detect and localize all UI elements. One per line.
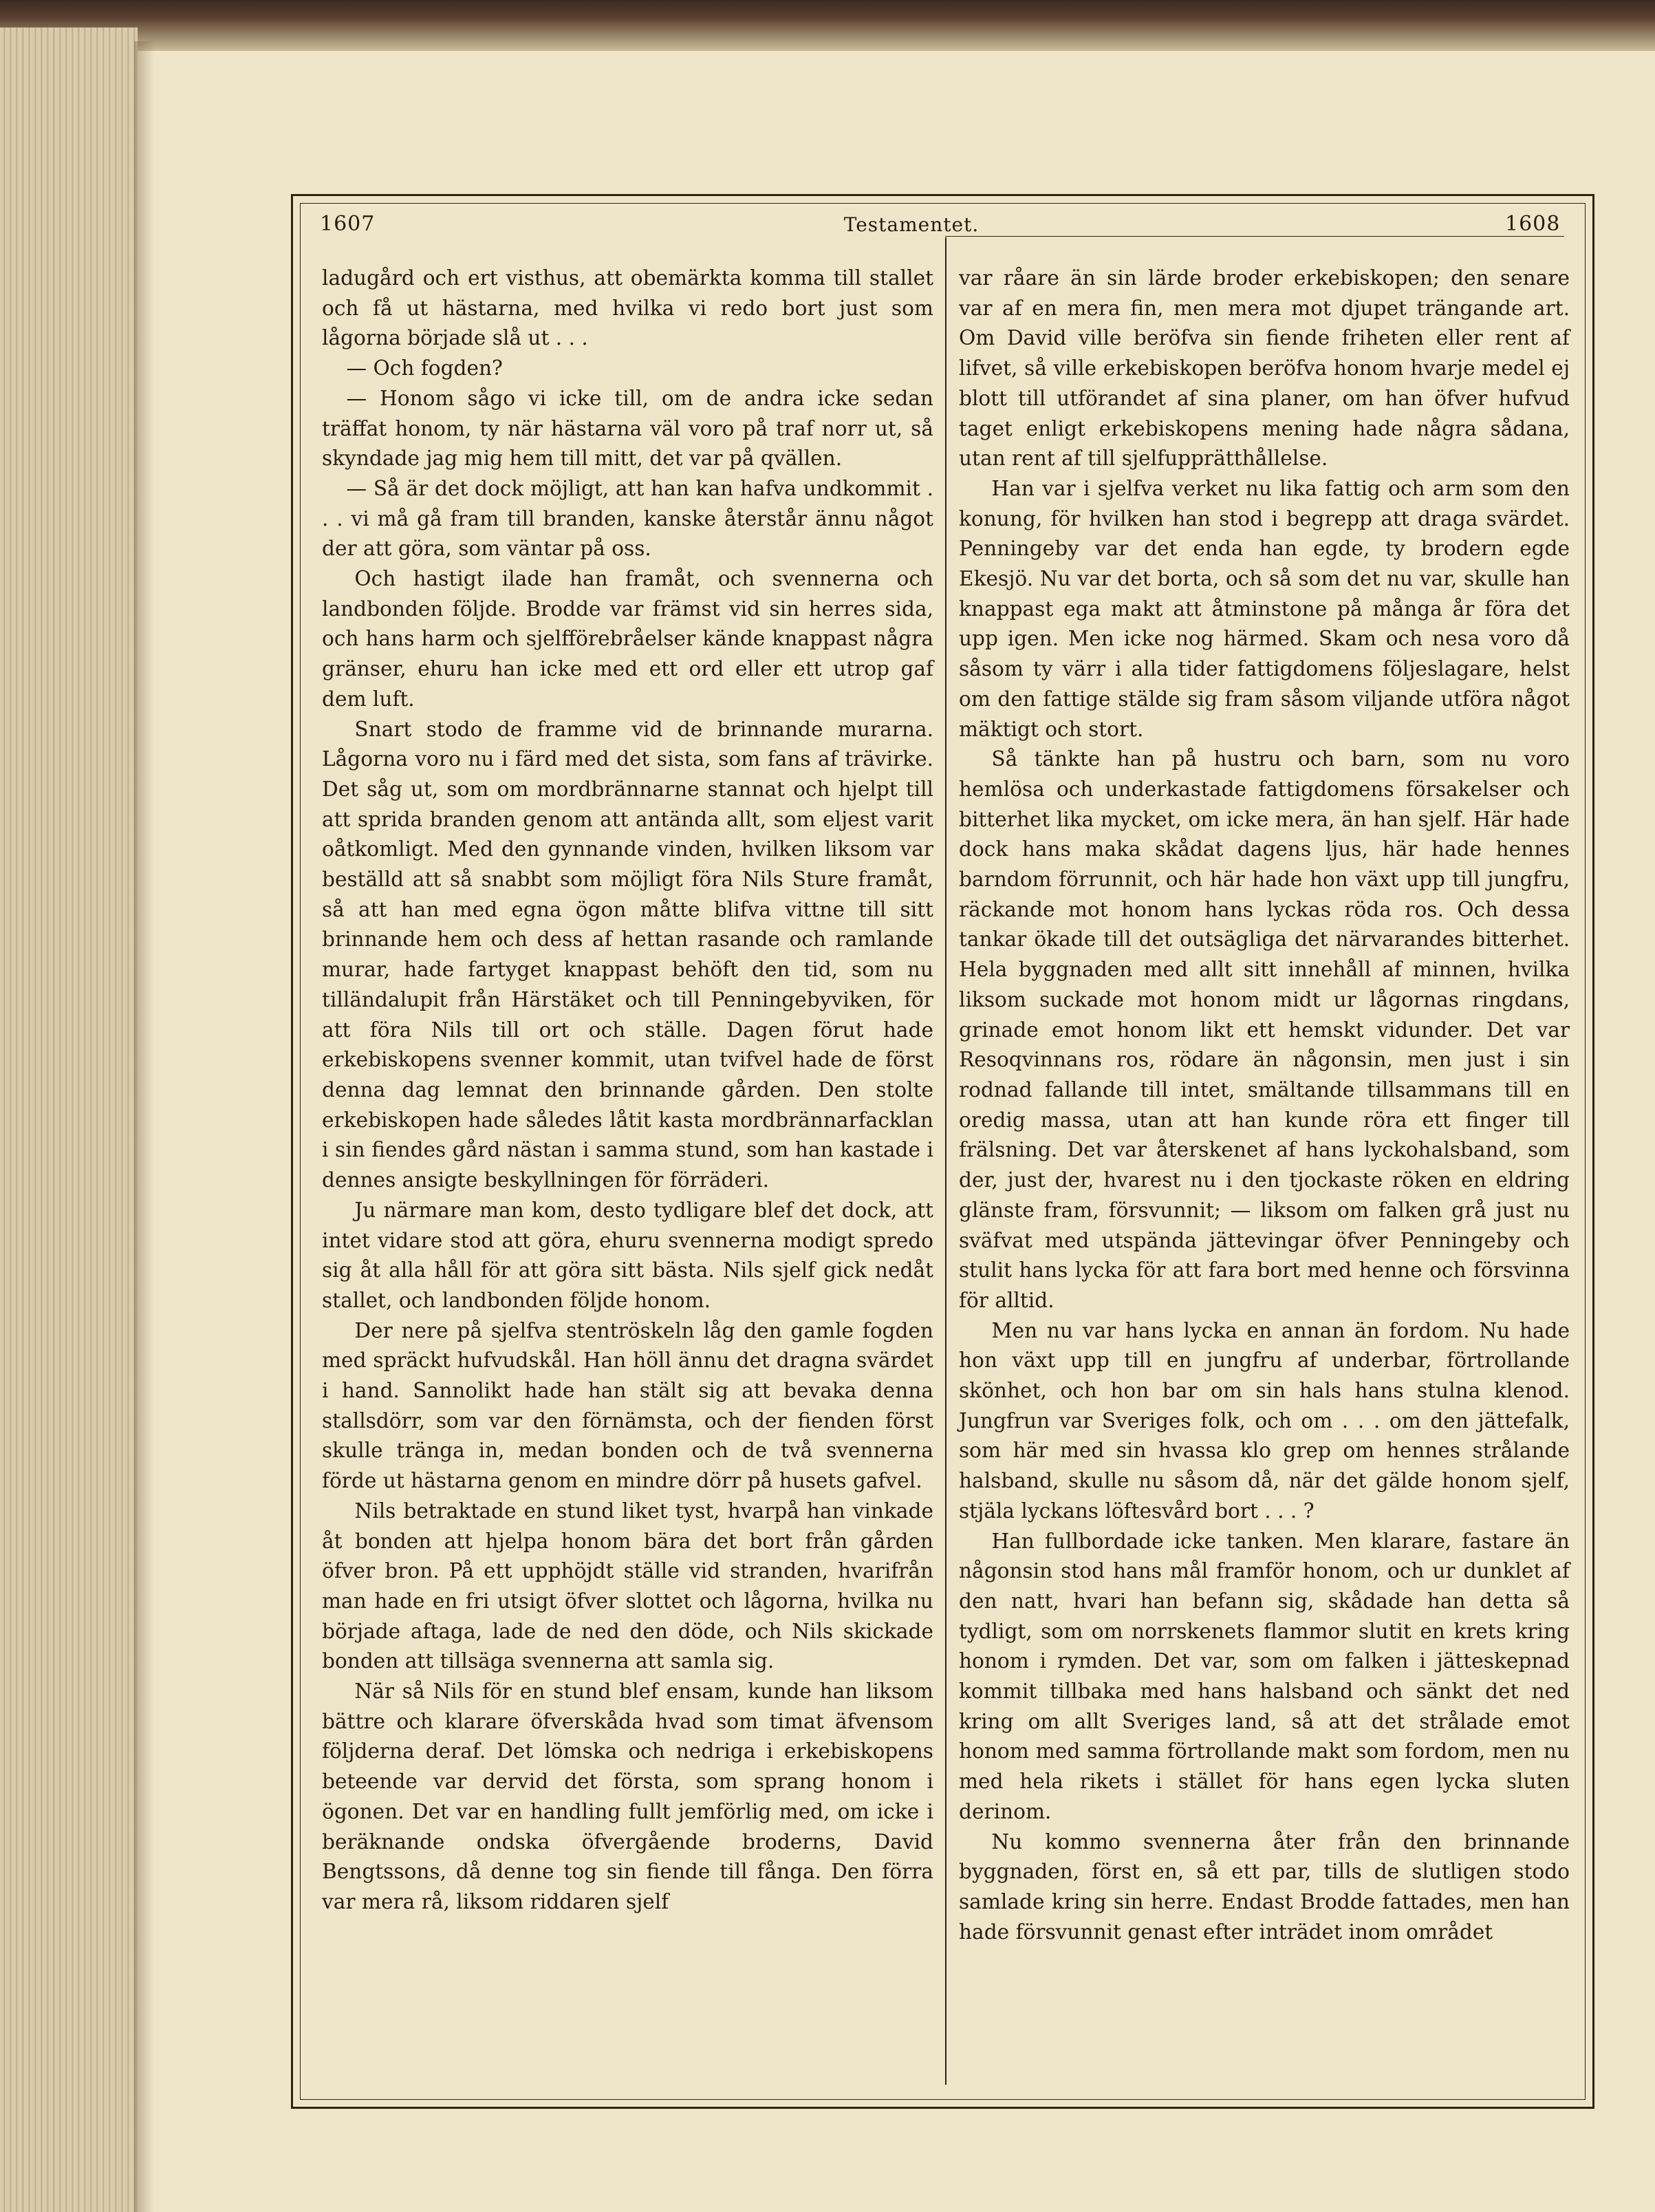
right-page-number: 1608	[1505, 212, 1561, 236]
paragraph: ladugård och ert visthus, att obemärkta komma till stallet och få ut hästarna, med hvilka vi redo bort just som lågorna började slå ut . . .	[322, 266, 933, 350]
left-text-column	[322, 264, 933, 1918]
paragraph: Och hastigt ilade han framåt, och svennerna och landbonden följde. Brodde var främst vid sin herres sida, och hans harm och sjelfförebråelser kände knappast några gränser, ehuru han icke med ett ord eller ett utrop gaf dem luft.	[322, 567, 933, 711]
book-page-stack	[0, 28, 138, 2212]
book-top-edge	[0, 0, 1655, 51]
paragraph: Han var i sjelfva verket nu lika fattig och arm som den konung, för hvilken han stod i begrepp att draga svärdet. Penningeby var det enda han egde, ty brodern egde Ekesjö. Nu var det borta, och så som det nu var, skulle han knappast ega makt att åtminstone på många år föra det upp igen. Men icke nog härmed. Skam och nesa voro då såsom ty värr i alla tider fattigdomens följeslagare, helst om den fattige stälde sig fram såsom viljande utföra något mäktigt och stort.	[959, 476, 1570, 741]
gutter-shadow	[134, 41, 155, 2212]
paragraph: Men nu var hans lycka en annan än fordom. Nu hade hon växt upp till en jungfru af underbar, förtrollande skönhet, och hon bar om sin hals hans stulna klenod. Jungfrun var Sveriges folk, och om . . . om den jättefalk, som här med sin hvassa klo grep om hennes strålande halsband, skulle nu såsom då, när det gälde honom sjelf, stjäla lyckans löftesvård bort . . . ?	[959, 1318, 1570, 1523]
paragraph: Nils betraktade en stund liket tyst, hvarpå han vinkade åt bonden att hjelpa honom bära det bort från gården öfver bron. På ett upphöjdt ställe vid stranden, hvarifrån man hade en fri utsigt öfver slottet och lågorna, hvilka nu började aftaga, lade de ned den döde, och Nils skickade bonden att tillsäga svennerna att samla sig.	[322, 1499, 933, 1673]
paragraph: — Så är det dock möjligt, att han kan hafva undkommit . . . vi må gå fram till branden, kanske återstår ännu något der att göra, som väntar på oss.	[322, 476, 933, 561]
paragraph: — Honom sågo vi icke till, om de andra icke sedan träffat honom, ty när hästarna väl voro på traf norr ut, så skyndade jag mig hem till mitt, det var på qvällen.	[322, 386, 933, 471]
paragraph: Nu kommo svennerna åter från den brinnande byggnaden, först en, så ett par, tills de slutligen stodo samlade kring sin herre. Endast Brodde fattades, men han hade försvunnit genast efter inträdet inom området	[959, 1829, 1570, 1944]
paragraph: Han fullbordade icke tanken. Men klarare, fastare än någonsin stod hans mål framför honom, och ur dunklet af den natt, hvari han befann sig, skådade han detta så tydligt, som om norrskenets flammor slutit en krets kring honom i rymden. Det var, som om falken i jätteskepnad kommit tillbaka med hans halsband och sänkt det ned kring om allt Sveriges land, så att det strålade emot honom med samma förtrollande makt som fordom, men nu med hela rikets i stället för hans egen lycka sluten derinom.	[959, 1529, 1570, 1823]
paragraph: Ju närmare man kom, desto tydligare blef det dock, att intet vidare stod att göra, ehuru svennerna modigt spredo sig åt alla håll för att göra sitt bästa. Nils sjelf gick nedåt stallet, och landbonden följde honom.	[322, 1198, 933, 1312]
paragraph: Der nere på sjelfva stentröskeln låg den gamle fogden med spräckt hufvudskål. Han höll ännu det dragna svärdet i hand. Sannolikt hade han stält sig att bevaka denna stallsdörr, som var den förnämsta, och der fienden först skulle tränga in, medan bonden och de två svennerna förde ut hästarna genom en mindre dörr på husets gafvel.	[322, 1318, 933, 1493]
column-divider	[945, 237, 947, 2085]
paragraph: — Och fogden?	[346, 356, 503, 380]
header-rule	[945, 236, 1564, 237]
paragraph: var råare än sin lärde broder erkebiskopen; den senare var af en mera fin, men mera mot djupet trängande art. Om David ville beröfva sin fiende friheten eller rent af lifvet, så ville erkebiskopen beröfva honom hvarje medel ej blott till utförandet af sina planer, om han öfver hufvud taget enligt erkebiskopens mening hade några sådana, utan rent af till sjelfupprätthållelse.	[959, 266, 1570, 471]
paragraph: Så tänkte han på hustru och barn, som nu voro hemlösa och underkastade fattigdomens försakelser och bitterhet lika mycket, om icke mera, än han sjelf. Här hade dock hans maka skådat dagens ljus, här hade hennes barndom förrunnit, och här hade hon växt upp till jungfru, räckande mot honom hans lyckas röda ros. Och dessa tankar ökade till det outsägliga det närvarandes bitterhet. Hela byggnaden med allt sitt innehåll af minnen, hvilka liksom suckade mot honom midt ur lågornas ringdans, grinade emot honom likt ett hemskt vidunder. Det var Resoqvinnans ros, rödare än någonsin, men just i sin rodnad fallande till intet, smältande tillsammans till en oredig massa, utan att han kunde röra ett finger till frälsning. Det var återskenet af hans lyckohalsband, som der, just der, hvarest nu i den tjockaste röken en eldring glänste fram, försvunnit; — liksom om falken grå just nu sväfvat med utspända jättevingar öfver Penningeby och stulit hans lycka för att fara bort med henne och försvinna för alltid.	[959, 747, 1570, 1312]
paragraph: Snart stodo de framme vid de brinnande murarna. Lågorna voro nu i färd med det sista, som fans af trävirke. Det såg ut, som om mordbrännarne stannat och hjelpt till att sprida branden genom att antända allt, som eljest varit oåtkomligt. Med den gynnande vinden, hvilken liksom var beställd att så snabbt som möjligt föra Nils Sture framåt, så att han med egna ögon måtte blifva vittne till sitt brinnande hem och dess af hettan rasande och ramlande murar, hade fartyget knappast behöft den tid, som nu tilländalupit från Härstäket och till Penningebyviken, för att föra Nils till ort och ställe. Dagen förut hade erkebiskopens svenner kommit, utan tvifvel hade de först denna dag lemnat den brinnande gården. Den stolte erkebiskopen hade således låtit kasta mordbrännarfacklan i sin fiendes gård nästan i samma stund, som han kastade i dennes ansigte beskyllningen för förräderi.	[322, 717, 933, 1192]
left-page-number: 1607	[320, 212, 376, 236]
paragraph: När så Nils för en stund blef ensam, kunde han liksom bättre och klarare öfverskåda hvad som timat äfvensom följderna deraf. Det lömska och nedriga i erkebiskopens beteende var dervid det första, som sprang honom i ögonen. Det var en handling fullt jemförlig med, om icke i beräknande ondska öfvergående broderns, David Bengtssons, då denne tog sin fiende till fånga. Den förra var mera rå, liksom riddaren sjelf	[322, 1679, 933, 1913]
right-text-column	[959, 264, 1570, 1947]
running-title: Testamentet.	[843, 213, 980, 236]
